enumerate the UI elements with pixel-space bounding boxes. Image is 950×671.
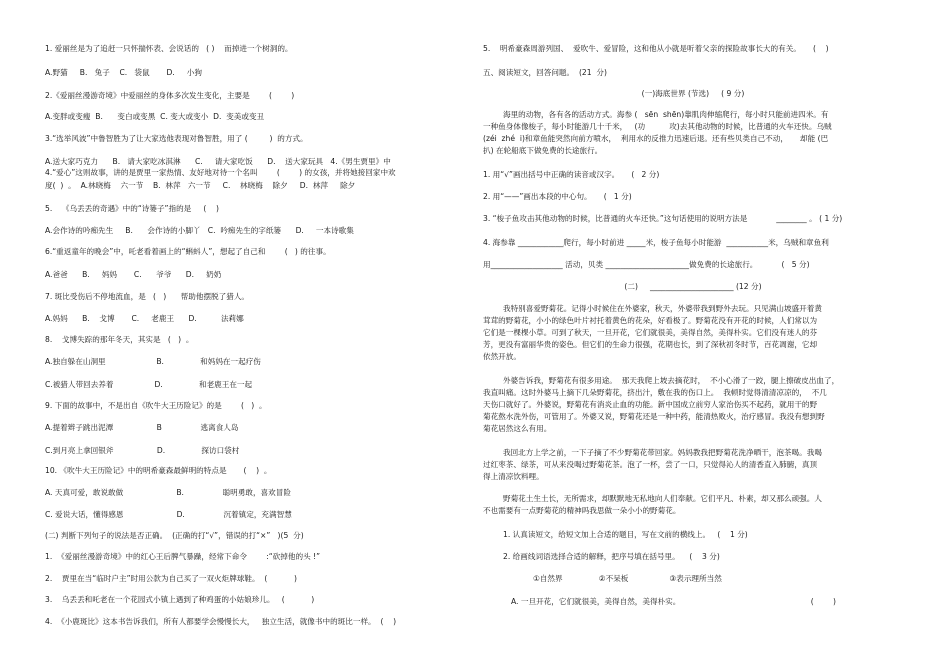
right-text-line: 扒) 在轮船底下做免费的长途旅行。 [483,146,603,155]
right-text-line: 不也需要有一点野菊花的精神吗我思做一朵小小的野菊花。 [483,506,681,515]
right-text-line: 天伤口就好了。外婆说，野菊花有消炎止血的功能。新中国成立前穷人家治伤买不起药，就用干的野 [483,400,818,409]
left-text-line: A.变胖或变瘦 B. 变白或变黑 C. 变大或变小 D. 变美或变丑 [45,112,265,121]
right-text-line: 芳，更没有富丽华贵的姿色。但它们的生命力很强，花期也长，到了深秋初冬时节，百花凋谢，它却 [483,340,818,349]
right-text-line: 4. 海参靠 ____________爬行，每小时前进 _____米，梭子鱼每小时能游 ___________米，乌贼和章鱼利 [483,238,829,247]
right-text-line: 菊花居然这么有用。 [483,424,552,433]
right-text-line: 茸茸的野菊花，小小的绿色叶片衬托着黄色的花朵，好看极了。野菊花没有开花的时候，人们常以为 [483,316,818,325]
left-text-line: A.爸爸 B. 妈妈 C. 爷爷 D. 奶奶 [45,270,222,279]
right-text-line: A. 一旦开花，它们就很美，美得自然，美得朴实。 ( ) [511,597,836,606]
right-text-line: 得上清凉饮料哩。 [483,472,544,481]
left-text-line: 1. 爱丽丝是为了追赶一只怀揣怀表、会说话的 ( ) 而掉进一个树洞的。 [45,44,293,53]
right-text-line: 我特别喜爱野菊花。记得小时候住在外婆家，秋天，外婆带我到野外去玩。只见满山坡盛开着黄 [503,304,822,313]
right-text-line: 2. 给画线词语选择合适的解释，把序号填在括号里。 ( 3 分) [503,552,720,561]
left-text-line: 9. 下面的故事中，不是出自《吹牛大王历险记》的是 ( ) 。 [45,401,267,410]
left-text-line: 4. 《小鹿斑比》这本书告诉我们，所有人都要学会慢慢长大， 独立生活，就像书中的斑比一样。 ( ) [45,617,397,626]
left-text-line: 10. 《吹牛大王历险记》中的明希豪森最鲜明的特点是 ( ) 。 [45,466,272,475]
right-text-line: 一种鱼身体像梭子，每小时能游几十千米， (功 攻)去其他动物的时候，比普通的火车还快。乌贼 [483,122,832,131]
left-text-line: C.到月亮上拿回银斧 D. 探访口袋村 [45,446,240,455]
left-text-line: 度( ) 。 A.林晓梅 六一节 B. 林萍 六一节 C. 林晓梅 除夕 D. 林萍 除夕 [45,181,356,190]
right-text-line: 五、阅读短文，回答问题。 (21 分) [483,68,607,77]
left-text-line: 3.“选举风波”中鲁智胜为了让大家选他表现对鲁智胜，用了 ( ) 的方式。 [45,134,308,143]
right-text-line: 依然开放。 [483,352,521,361]
right-text-line: 外婆告诉我，野菊花有很多用途。 那天我爬上坡去摘花时， 不小心滑了一跤，腿上擦破皮出血了， [503,376,840,385]
left-text-line: A.野猫 B. 兔子 C. 袋鼠 D. 小狗 [45,68,202,77]
right-text-line: ①自然界 ②不呆板 ③表示理所当然 [533,574,722,583]
left-text-line: A.送大家巧克力 B. 请大家吃冰淇淋 C. 请大家吃饭 D. 送大家玩具 4.《男生贾里》中 [45,157,391,166]
left-text-line: 1. 《爱丽丝漫游奇境》中的红心王后脾气暴躁，经常下命令 :“砍掉他的头 !” [45,552,321,561]
left-text-line: A.提着辫子跳出泥潭 B 逃离食人岛 [45,423,239,432]
right-text-line: 1. 认真读短文，给短文加上合适的题目，写在文前的横线上。 ( 1 分) [503,530,748,539]
left-text-line: A.独自躲在山洞里 B. 和妈妈在一起疗伤 [45,357,261,366]
right-text-line: 它们是一棵棵小草。可到了秋天，一旦开花，它们就很美，美得自然，美得朴实。它们没有迷人的芬 [483,328,818,337]
left-text-line: 8. 戈博失踪的那年冬天，其实是 ( ) 。 [45,335,194,344]
right-text-line: 用___________________ 活动，贝类 ______________________做免费的长途旅行。 ( 5 分) [483,260,810,269]
right-text-line: 5. 明希豪森周游列国、 爱吹牛、爱冒险，这和他从小就是听着父亲的探险故事长大的有关。 ( ) [483,44,829,53]
right-text-line: 3. “梭子鱼攻击其他动物的时候，比普通的火车还快。”这句话使用的说明方法是 ________ 。 ( 1 分) [483,214,843,223]
left-text-line: A. 天真可爱，敢说敢做 B. 聪明勇敢，喜欢冒险 [45,488,291,497]
left-text-line: 5. 《乌丢丢的奇遇》中的“诗篓子”指的是 ( ) [45,204,219,213]
left-text-line: C. 爱说大话，懂得感恩 D. 沉着镇定，充满智慧 [45,510,292,519]
right-text-line: 野菊花土生土长，无所需求，却默默地无私地向人们奉献。它们平凡、朴素，却又那么顽强。人 [503,494,822,503]
left-text-line: 7. 斑比受伤后不停地流血，是 ( ) 帮助他摆脱了猎人。 [45,292,250,301]
right-text-line: (zéi zhé i)和章鱼能突然向前方喷水， 利用水的反推力迅速后退。还有些贝类自己不动， 却能 (巴 [483,134,829,143]
left-text-line: (二) 判断下列句子的说法是否正确。 (正确的打“√”，错误的打“×” )(5 分) [45,531,304,540]
left-text-line: C.被猎人带回去养着 D. 和老鹿王在一起 [45,380,253,389]
left-text-line: 3. 乌丢丢和吒老在一个花园式小镇上遇到了种鸡蛋的小姑娘珍儿。 ( ) [45,595,315,604]
right-text-line: 菊花熬水洗外伤，可管用了。外婆又说，野菊花还是一种中药，能清热败火，治疗感冒。我没有想到野 [483,412,825,421]
right-text-line: 我直叫痛。这时外婆马上摘下几朵野菊花，挤出汁，敷在我的伤口上。 我顿时觉得清清凉凉的， 不几 [483,388,827,397]
right-text-line: 我回北方上学之前，一下子摘了不少野菊花带回家。妈妈教我把野菊花洗净晒干，泡茶喝。我喝 [503,448,822,457]
right-text-line: 海里的动物，各有各的活动方式。海参 ( sēn shēn)靠肌肉伸缩爬行，每小时只能前进四米。有 [503,110,829,119]
left-text-line: 2.《爱丽丝漫游奇境》中爱丽丝的身体多次发生变化，主要是 ( ) [45,91,295,100]
right-text-line: (一)海底世界 (节选) ( 9 分) [641,89,745,98]
right-text-line: 2. 用“——”画出本段的中心句。 ( 1 分) [483,192,632,201]
left-text-line: 6.“重返童年的晚会”中，吒老看着画上的“蝌蚪人”，想起了自己和 ( ) 的往事。 [45,247,331,256]
left-text-line: A.妈妈 B. 戈博 C. 老鹿王 D. 法莉娜 [45,314,244,323]
left-text-line: A.会作诗的吟痴先生 B. 会作诗的小脚丫 C. 吟痴先生的字纸篓 D. 一本诗歌集 [45,226,354,235]
right-text-line: 过红枣茶、绿茶，可从来没喝过野菊花茶。泡了一杯，尝了一口，只觉得沁人的清香直入肺腑，真顶 [483,460,818,469]
left-text-line: 2. 贾里在当“临时户主”时用公款为自己买了一双火炬牌球鞋。 ( ) [45,574,297,583]
left-text-line: 4.“爱心”这则故事，讲的是贾里一家热情、友好地对待一个名叫 ( ) 的女孩，并将她接回家中欢 [45,168,396,177]
right-text-line: 1. 用“√”画出括号中正确的读音或汉字。 ( 2 分) [483,170,660,179]
right-text-line: (二) ______________________ (12 分) [624,282,762,291]
